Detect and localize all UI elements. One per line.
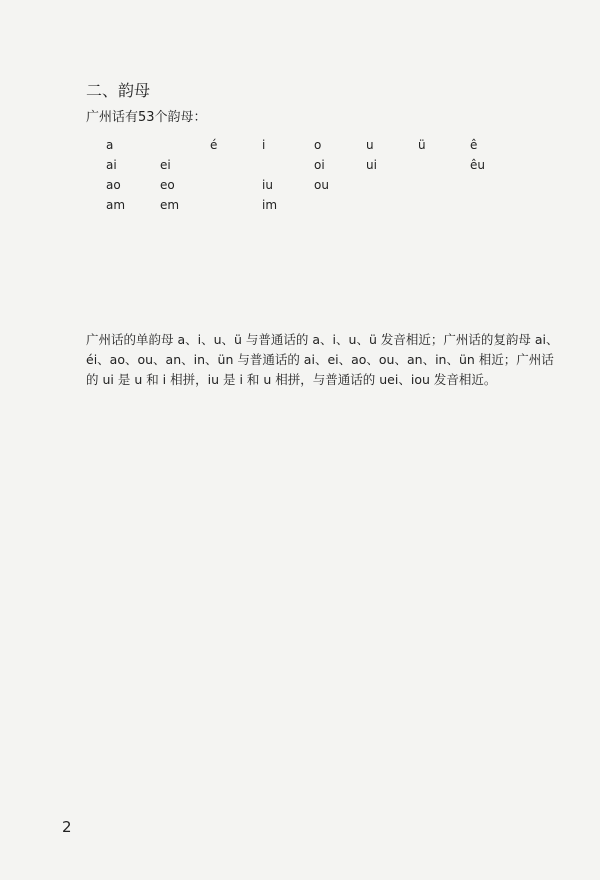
section-title: 二、韵母 xyxy=(86,81,151,100)
final-cell: ai xyxy=(106,158,117,172)
final-cell: a xyxy=(106,138,114,152)
final-cell: é xyxy=(210,138,218,152)
paragraph: 广州话的单韵母 a、i、u、ü 与普通话的 a、i、u、ü 发音相近；广州话的复韵母 ai、éi、ao、ou、an、in、ün 与普通话的 ai、ei、ao、ou、an、in、ün 相近；广州话的 ui 是 u 和 i 相拼，iu 是 i 和 u 相拼，与普通话的 uei、iou 发音相近。 xyxy=(86,332,559,387)
final-cell: iu xyxy=(262,178,273,192)
final-cell: u xyxy=(366,138,374,152)
final-cell: i xyxy=(262,138,266,152)
intro-line: 广州话有53个韵母： xyxy=(86,110,207,125)
final-cell: ê xyxy=(470,138,478,152)
page-number: 2 xyxy=(62,818,72,836)
final-cell: ou xyxy=(314,178,329,192)
final-cell: ei xyxy=(160,158,171,172)
final-cell: ui xyxy=(366,158,377,172)
final-cell: em xyxy=(160,198,180,212)
final-cell: oi xyxy=(314,158,325,172)
final-cell: am xyxy=(106,198,126,212)
final-cell: ao xyxy=(106,178,121,192)
final-cell: êu xyxy=(470,158,485,172)
final-cell: im xyxy=(262,198,278,212)
final-cell: o xyxy=(314,138,322,152)
final-cell: ü xyxy=(418,138,426,152)
final-cell: eo xyxy=(160,178,175,192)
